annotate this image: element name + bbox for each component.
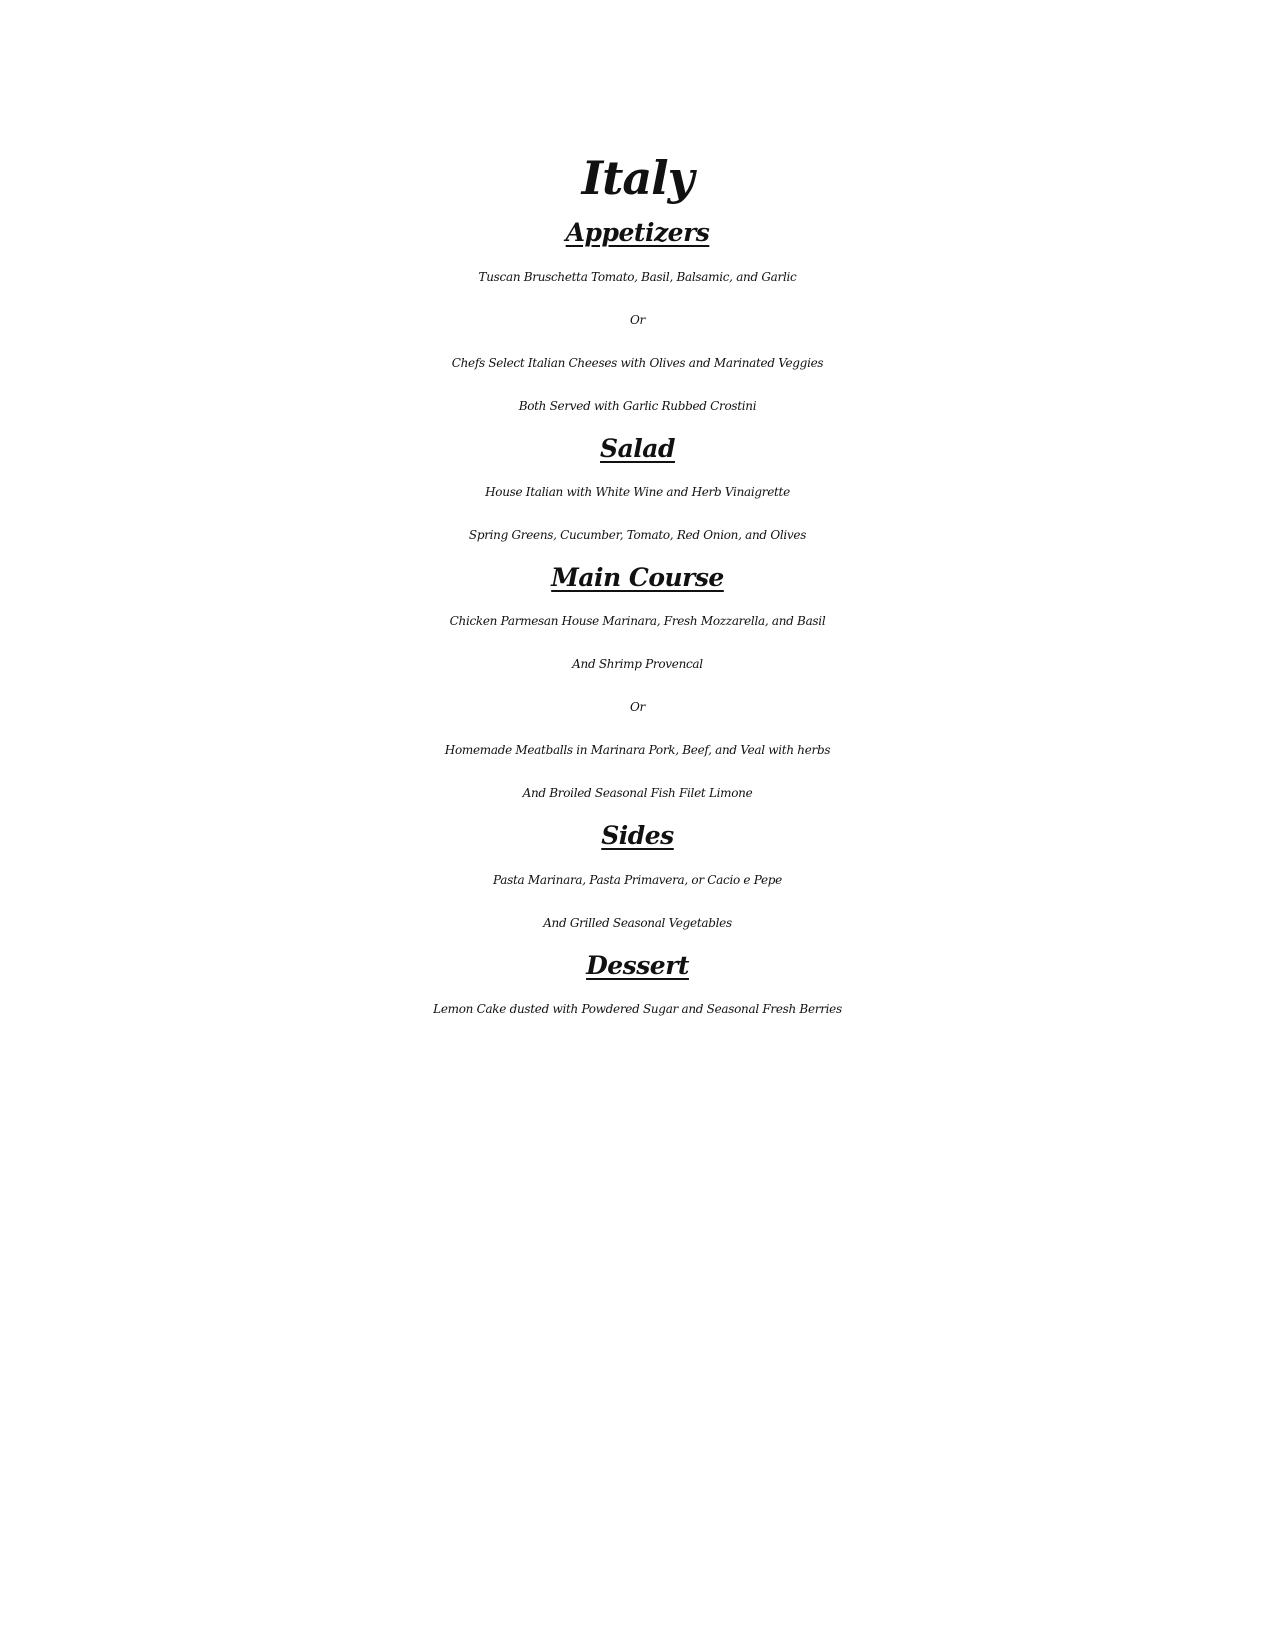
main-course-heading-text: Main Course bbox=[551, 563, 724, 592]
section-heading-salad bbox=[0, 432, 1275, 466]
menu-title: Italy bbox=[581, 151, 694, 205]
dessert-heading-text: Dessert bbox=[586, 951, 689, 980]
appetizer-line: Tuscan Bruschetta Tomato, Basil, Balsamic, and Garlic bbox=[478, 270, 797, 284]
sides-line: And Grilled Seasonal Vegetables bbox=[543, 916, 732, 930]
main-course-line: Or bbox=[630, 700, 645, 714]
main-course-line: And Shrimp Provencal bbox=[572, 657, 703, 671]
main-course-line: Chicken Parmesan House Marinara, Fresh Mozzarella, and Basil bbox=[449, 614, 826, 628]
section-heading-appetizers bbox=[0, 216, 1275, 250]
salad-heading-text: Salad bbox=[600, 434, 675, 463]
section-heading-sides bbox=[0, 819, 1275, 853]
sides-line: Pasta Marinara, Pasta Primavera, or Cacio e Pepe bbox=[493, 873, 782, 887]
main-course-line: And Broiled Seasonal Fish Filet Limone bbox=[522, 786, 753, 800]
main-course-line: Homemade Meatballs in Marinara Pork, Beef, and Veal with herbs bbox=[444, 743, 831, 757]
appetizer-line: Both Served with Garlic Rubbed Crostini bbox=[518, 399, 757, 413]
dessert-line: Lemon Cake dusted with Powdered Sugar and Seasonal Fresh Berries bbox=[433, 1002, 842, 1016]
section-heading-dessert bbox=[0, 949, 1275, 983]
salad-line: House Italian with White Wine and Herb Vinaigrette bbox=[485, 485, 790, 499]
appetizer-line: Or bbox=[630, 313, 645, 327]
appetizer-line: Chefs Select Italian Cheeses with Olives and Marinated Veggies bbox=[451, 356, 824, 370]
section-heading-main-course bbox=[0, 561, 1275, 595]
sides-heading-text: Sides bbox=[601, 821, 674, 850]
appetizers-heading-text: Appetizers bbox=[565, 218, 710, 247]
salad-line: Spring Greens, Cucumber, Tomato, Red Onion, and Olives bbox=[468, 528, 807, 542]
